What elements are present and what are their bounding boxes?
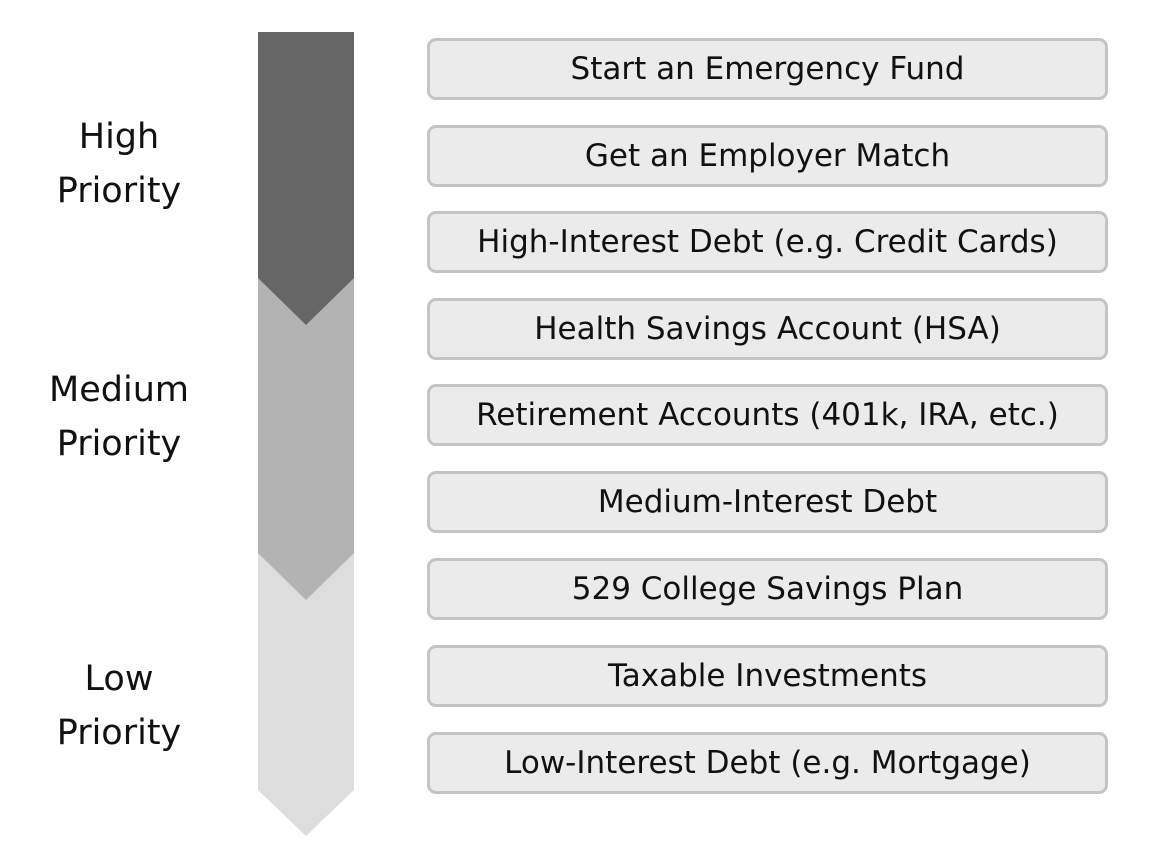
step-taxable-investments: Taxable Investments [427,645,1108,707]
step-retirement-accounts: Retirement Accounts (401k, IRA, etc.) [427,384,1108,446]
priority-label-high [34,110,204,218]
priority-label-medium [34,363,204,471]
priority-label-low-line2: Priority [56,713,182,753]
priority-label-high-line2: Priority [56,171,182,211]
step-medium-interest-debt: Medium-Interest Debt [427,471,1108,533]
priority-label-low-line1: Low [84,659,154,699]
step-low-interest-debt: Low-Interest Debt (e.g. Mortgage) [427,732,1108,794]
step-529-plan: 529 College Savings Plan [427,558,1108,620]
arrow-segment-medium [258,278,354,600]
step-hsa: Health Savings Account (HSA) [427,298,1108,360]
priority-label-low [34,652,204,760]
step-employer-match: Get an Employer Match [427,125,1108,187]
step-emergency-fund: Start an Emergency Fund [427,38,1108,100]
priority-label-high-line1: High [78,117,160,157]
priority-label-medium-line2: Priority [56,424,182,464]
priority-label-medium-line1: Medium [49,370,189,410]
step-high-interest-debt: High-Interest Debt (e.g. Credit Cards) [427,211,1108,273]
arrow-segment-high [258,32,354,325]
